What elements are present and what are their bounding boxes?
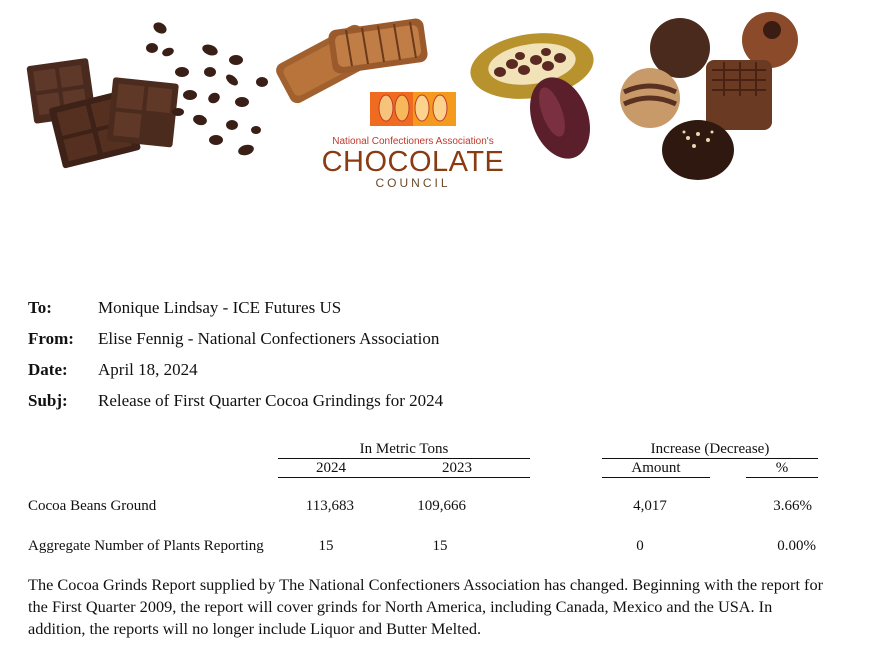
group-header-increase: Increase (Decrease) (602, 441, 818, 459)
row-value-2024: 15 (318, 538, 334, 554)
memo-date-label: Date: (28, 360, 68, 379)
memo-date-value: April 18, 2024 (98, 360, 198, 379)
memo-subject-value: Release of First Quarter Cocoa Grindings for 2024 (98, 391, 444, 410)
row-value-2023: 15 (432, 538, 448, 554)
col-header-2023: 2023 (384, 460, 530, 478)
row-value-percent: 0.00% (777, 538, 816, 554)
truffles-image (620, 12, 798, 180)
chocolate-bar-image (26, 58, 179, 169)
col-header-amount: Amount (602, 460, 710, 478)
row-value-2024: 113,683 (305, 498, 354, 514)
memo-to-value: Monique Lindsay - ICE Futures US (98, 298, 342, 317)
row-value-amount: 0 (636, 538, 644, 554)
logo-title: CHOCOLATE (321, 146, 505, 178)
logo-tagline: National Confectioners Association's (332, 136, 494, 147)
logo-subtitle: COUNCIL (375, 176, 451, 190)
memo-to-label: To: (28, 298, 52, 317)
row-value-percent: 3.66% (773, 498, 812, 514)
col-header-2024: 2024 (278, 460, 384, 478)
col-header-percent: % (746, 460, 818, 478)
row-label: Cocoa Beans Ground (28, 498, 157, 514)
memo-subject-label: Subj: (28, 391, 68, 410)
row-value-amount: 4,017 (633, 498, 667, 514)
memo-from-value: Elise Fennig - National Confectioners Association (98, 329, 440, 348)
row-value-2023: 109,666 (417, 498, 466, 514)
chocolate-council-logo-mark (370, 92, 456, 126)
memo-from-label: From: (28, 329, 74, 348)
report-change-note: The Cocoa Grinds Report supplied by The National Confectioners Association has changed. Beginning with the report for the First Quarter 2009, the report will cover grinds for North America, including Canada, Mexico and the USA. In addition, the reports will no longer include Liquor and Butter Melted. (28, 575, 824, 638)
group-header-metric-tons: In Metric Tons (278, 441, 530, 459)
row-label: Aggregate Number of Plants Reporting (28, 538, 264, 554)
